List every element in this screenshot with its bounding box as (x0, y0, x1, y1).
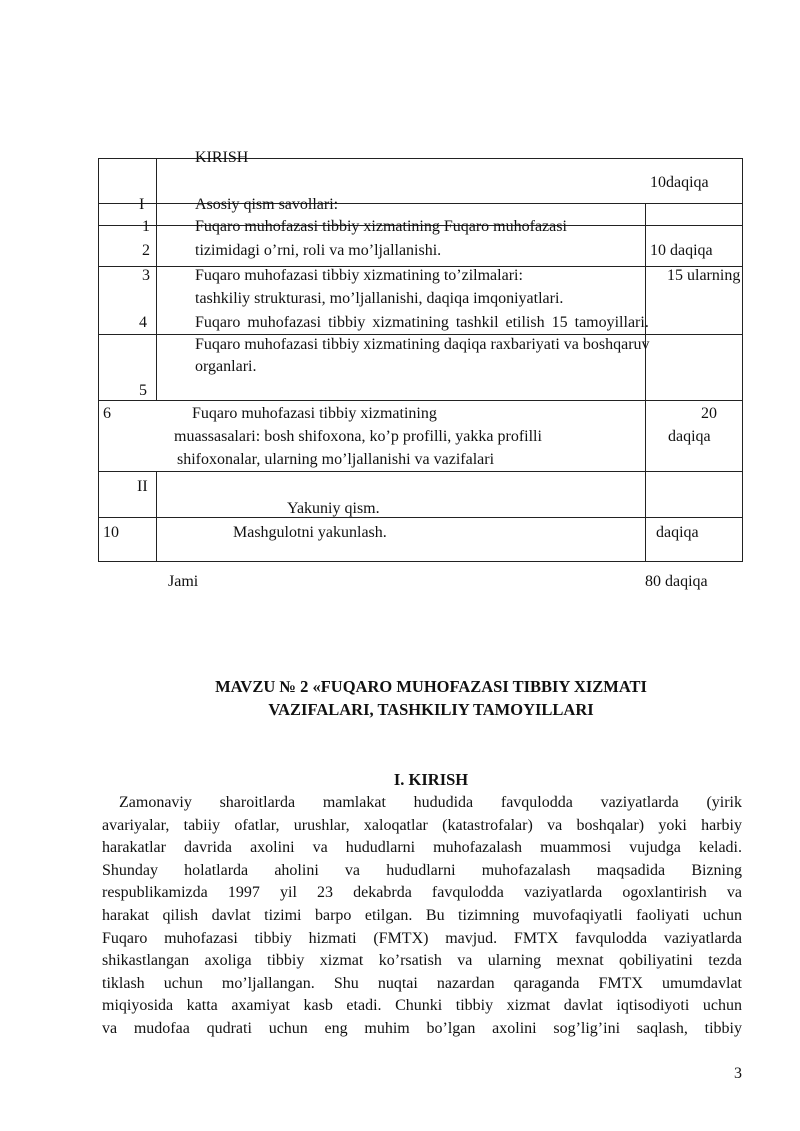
question-text: Fuqaro muhofazasi tibbiy xizmatining Fuqaro muhofazasi (195, 218, 567, 235)
section-heading: I. KIRISH (393, 770, 469, 789)
total-time: 80 daqiqa (645, 573, 708, 590)
row-number: 2 (142, 242, 150, 259)
table-rule (98, 517, 743, 518)
row-number: 10 (103, 524, 119, 541)
paragraph-line: shikastlangan axoliga tibbiy xizmat ko’rsatish va ularning mexnat qobiliyatini tezda (102, 952, 742, 970)
table-rule (742, 158, 743, 561)
paragraph-line: respublikamizda 1997 yil 23 dekabrda favqulodda vaziyatlarda ogoxlantirish va (102, 884, 742, 902)
row-number: II (137, 478, 148, 495)
row-number: 5 (139, 382, 147, 399)
question-text: muassasalari: bosh shifoxona, ko’p profilli, yakka profilli (174, 428, 542, 445)
time-value: daqiqa (668, 428, 711, 445)
question-text: Fuqaro muhofazasi tibbiy xizmatining tashkil etilish 15 tamoyillari. (195, 314, 649, 331)
time-value: 20 (701, 405, 717, 422)
table-rule (98, 471, 743, 472)
table-rule (98, 561, 743, 562)
closing-text: Mashgulotni yakunlash. (233, 524, 387, 541)
table-rule (98, 158, 99, 561)
page-number: 3 (734, 1065, 742, 1082)
total-label: Jami (168, 573, 199, 590)
question-text: Fuqaro muhofazasi tibbiy xizmatining (192, 405, 437, 422)
question-text: tashkiliy strukturasi, mo’ljallanishi, daqiqa imqoniyatlari. (195, 290, 564, 307)
question-text: Fuqaro muhofazasi tibbiy xizmatining daqiqa raxbariyati va boshqaruv (195, 336, 650, 353)
time-value: 10 daqiqa (650, 242, 713, 259)
row-number: 1 (142, 218, 150, 235)
body-paragraph (102, 792, 742, 1041)
paragraph-line: miqiyosida katta axamiyat kasb etadi. Chunki tibbiy xizmat davlat iqtisodiyoti uchun (102, 997, 742, 1015)
paragraph-line: harakatlar davrida axolini va hududlarni muhofazalash muammosi vujudga keladi. (102, 839, 742, 857)
paragraph-line: avariyalar, tabiiy ofatlar, urushlar, xaloqatlar (katastrofalar) va boshqalar) yoki harbiy (102, 816, 742, 834)
time-value: 15 ularning (667, 267, 741, 284)
table-rule (156, 158, 157, 400)
question-text: organlari. (195, 358, 257, 375)
paragraph-line: va mudofaa qudrati uchun eng muhim bo’lgan axolini sog’lig’ini saqlash, tibbiy (102, 1019, 742, 1037)
topic-title-line2: VAZIFALARI, TASHKILIY TAMOYILLARI (268, 700, 594, 719)
topic-title-line1: MAVZU № 2 «FUQARO MUHOFAZASI TIBBIY XIZMATI (215, 677, 647, 696)
table-heading-kirish: KIRISH (195, 149, 249, 166)
question-text: shifoxonalar, ularning mo’ljallanishi va vazifalari (177, 451, 495, 468)
paragraph-line: Fuqaro muhofazasi tibbiy hizmati (FMTX) mavjud. FMTX favqulodda vaziyatlarda (102, 929, 742, 947)
row-number: 6 (103, 405, 111, 422)
row-number: 3 (142, 267, 150, 284)
question-text: tizimidagi o’rni, roli va mo’ljallanishi. (195, 242, 442, 259)
time-value: daqiqa (656, 524, 699, 541)
row-number: 4 (139, 314, 147, 331)
question-text: Fuqaro muhofazasi tibbiy xizmatining to’zilmalari: (195, 267, 523, 284)
time-kirish: 10daqiqa (650, 174, 709, 191)
section-asosiy: Asosiy qism savollari: (195, 196, 339, 213)
paragraph-line: Shunday holatlarda aholini va hududlarni muhofazalash maqsadida Bizning (102, 861, 742, 879)
row-number: I (139, 196, 145, 213)
table-rule (98, 400, 743, 401)
paragraph-line: tiklash uchun mo’ljallangan. Shu nuqtai nazardan qaraganda FMTX umumdavlat (102, 974, 742, 992)
table-rule (645, 203, 646, 561)
section-yakuniy: Yakuniy qism. (287, 500, 380, 517)
paragraph-line: harakat qilish davlat tizimi barpo etilgan. Bu tizimning muvofaqiyatli faoliyati uchun (102, 906, 742, 924)
paragraph-line: Zamonaviy sharoitlarda mamlakat hududida favqulodda vaziyatlarda (yirik (119, 794, 742, 811)
table-rule (156, 471, 157, 561)
